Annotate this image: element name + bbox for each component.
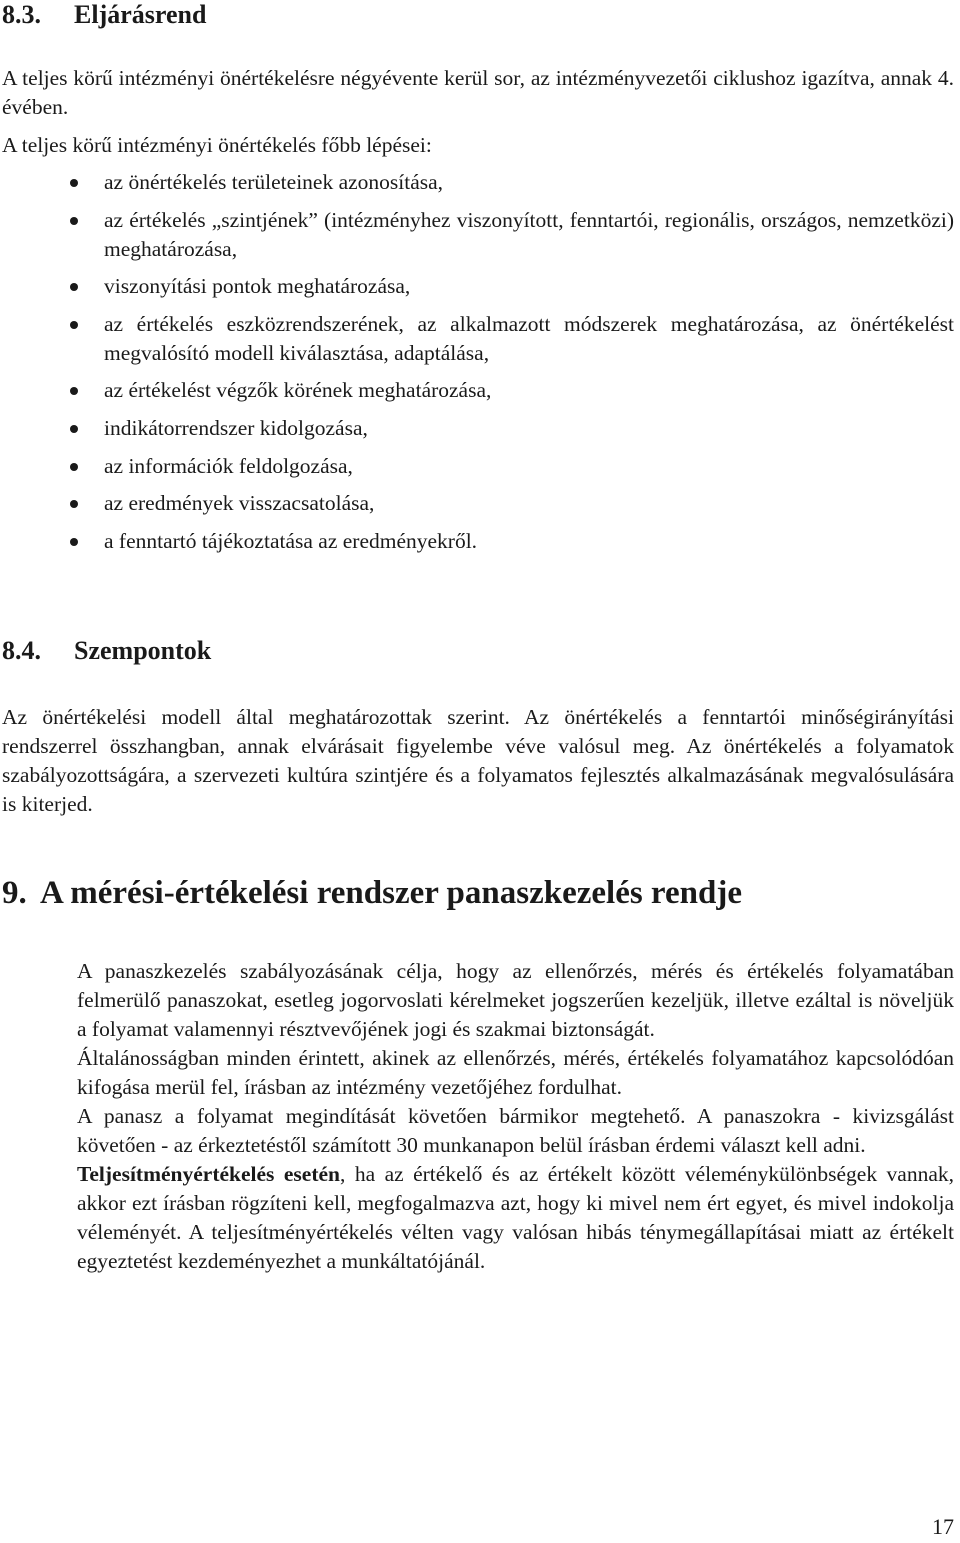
list-item-text: viszonyítási pontok meghatározása, [104, 274, 411, 299]
list-item-text: az eredmények visszacsatolása, [104, 491, 375, 516]
list-item [0, 168, 960, 197]
steps-list [0, 168, 960, 564]
list-item-text: indikátorrendszer kidolgozása, [104, 415, 368, 440]
bullet-icon [70, 538, 78, 546]
bullet-icon [70, 179, 78, 187]
list-item [0, 414, 960, 443]
list-item-text: az értékelést végzők körének meghatározása, [104, 378, 492, 403]
intro-paragraph: A teljes körű intézményi önértékelésre négyévente kerül sor, az intézményvezetői ciklushoz igazítva, annak 4. évében. [2, 66, 954, 119]
criteria-paragraph: Az önértékelési modell által meghatározottak szerint. Az önértékelés a fenntartói minőségirányítási rendszerrel összhangban, annak elvárásait figyelembe véve valósul meg. Az önértékelés a folyamatok szabályozottságára, a szervezeti kultúra szintjére és a folyamatos fejlesztés alkalmazásának megvalósulására is kiterjed. [2, 705, 954, 816]
section-heading-8-3 [2, 0, 206, 30]
complaint-paragraph-last [77, 1160, 954, 1276]
list-item [0, 527, 960, 556]
bullet-icon [70, 217, 78, 225]
complaint-paragraph: A panasz a folyamat megindítását követően bármikor megtehető. A panaszokra - kivizsgálást követően - az érkeztetéstől számított 30 munkanapon belül írásban érdemi választ kell adni. [77, 1104, 954, 1157]
section-title: Szempontok [74, 636, 212, 665]
bullet-icon [70, 387, 78, 395]
chapter-title: A mérési-értékelési rendszer panaszkezelés rendje [40, 875, 742, 911]
bold-lead-text: Teljesítményértékelés esetén [77, 1162, 340, 1186]
list-item-text: az önértékelés területeinek azonosítása, [104, 170, 444, 194]
list-item-text: az értékelés „szintjének” (intézményhez viszonyított, fenntartói, regionális, országos, nemzetközi) meghatározása, [104, 207, 954, 261]
list-item-text: a fenntartó tájékoztatása az eredményekről. [104, 528, 478, 553]
list-item [0, 272, 960, 301]
paragraph-rest: , ha az értékelő és az értékelt között véleménykülönbségek vannak, akkor ezt írásban rögzíteni kell, megfogalmazva azt, hogy ki mivel nem ért egyet, és mivel indokolja véleményét. A teljesítményértékelés vélten vagy valósan hibás ténymegállapításai miatt az értékelt egyeztetést kezdeményezhet a munkáltatójánál. [77, 1162, 954, 1273]
list-item [0, 489, 960, 518]
list-item-text: az értékelés eszközrendszerének, az alkalmazott módszerek meghatározása, az önértékelést megvalósító modell kiválasztása, adaptálása, [104, 311, 954, 365]
list-item-text: az információk feldolgozása, [104, 453, 353, 478]
section-title: Eljárásrend [74, 0, 207, 29]
page-number: 17 [932, 1514, 954, 1539]
list-item [0, 376, 960, 405]
complaint-handling-text [77, 957, 954, 1276]
bullet-icon [70, 500, 78, 508]
section-number: 8.4. [2, 636, 41, 665]
bullet-icon [70, 463, 78, 471]
section-heading-8-4 [2, 636, 211, 666]
list-item [0, 310, 960, 368]
bullet-icon [70, 283, 78, 291]
chapter-heading-9 [2, 874, 742, 912]
section-number: 8.3. [2, 0, 41, 29]
complaint-paragraph: A panaszkezelés szabályozásának célja, hogy az ellenőrzés, mérés és értékelés folyamatában felmerülő panaszokat, esetleg jogorvoslati kérelmeket jogszerűen kezeljük, illetve ezáltal is növeljük a folyamat valamennyi résztvevőjének jogi és szakmai biztonságát. [77, 959, 954, 1041]
bullet-icon [70, 425, 78, 433]
list-item [0, 452, 960, 481]
steps-heading: A teljes körű intézményi önértékelés főbb lépései: [2, 133, 432, 157]
complaint-paragraph: Általánosságban minden érintett, akinek az ellenőrzés, mérés, értékelés folyamatához kapcsolódóan kifogása merül fel, írásban az intézmény vezetőjéhez fordulhat. [77, 1046, 954, 1099]
bullet-icon [70, 321, 78, 329]
list-item [0, 206, 960, 264]
chapter-number: 9. [2, 875, 27, 911]
